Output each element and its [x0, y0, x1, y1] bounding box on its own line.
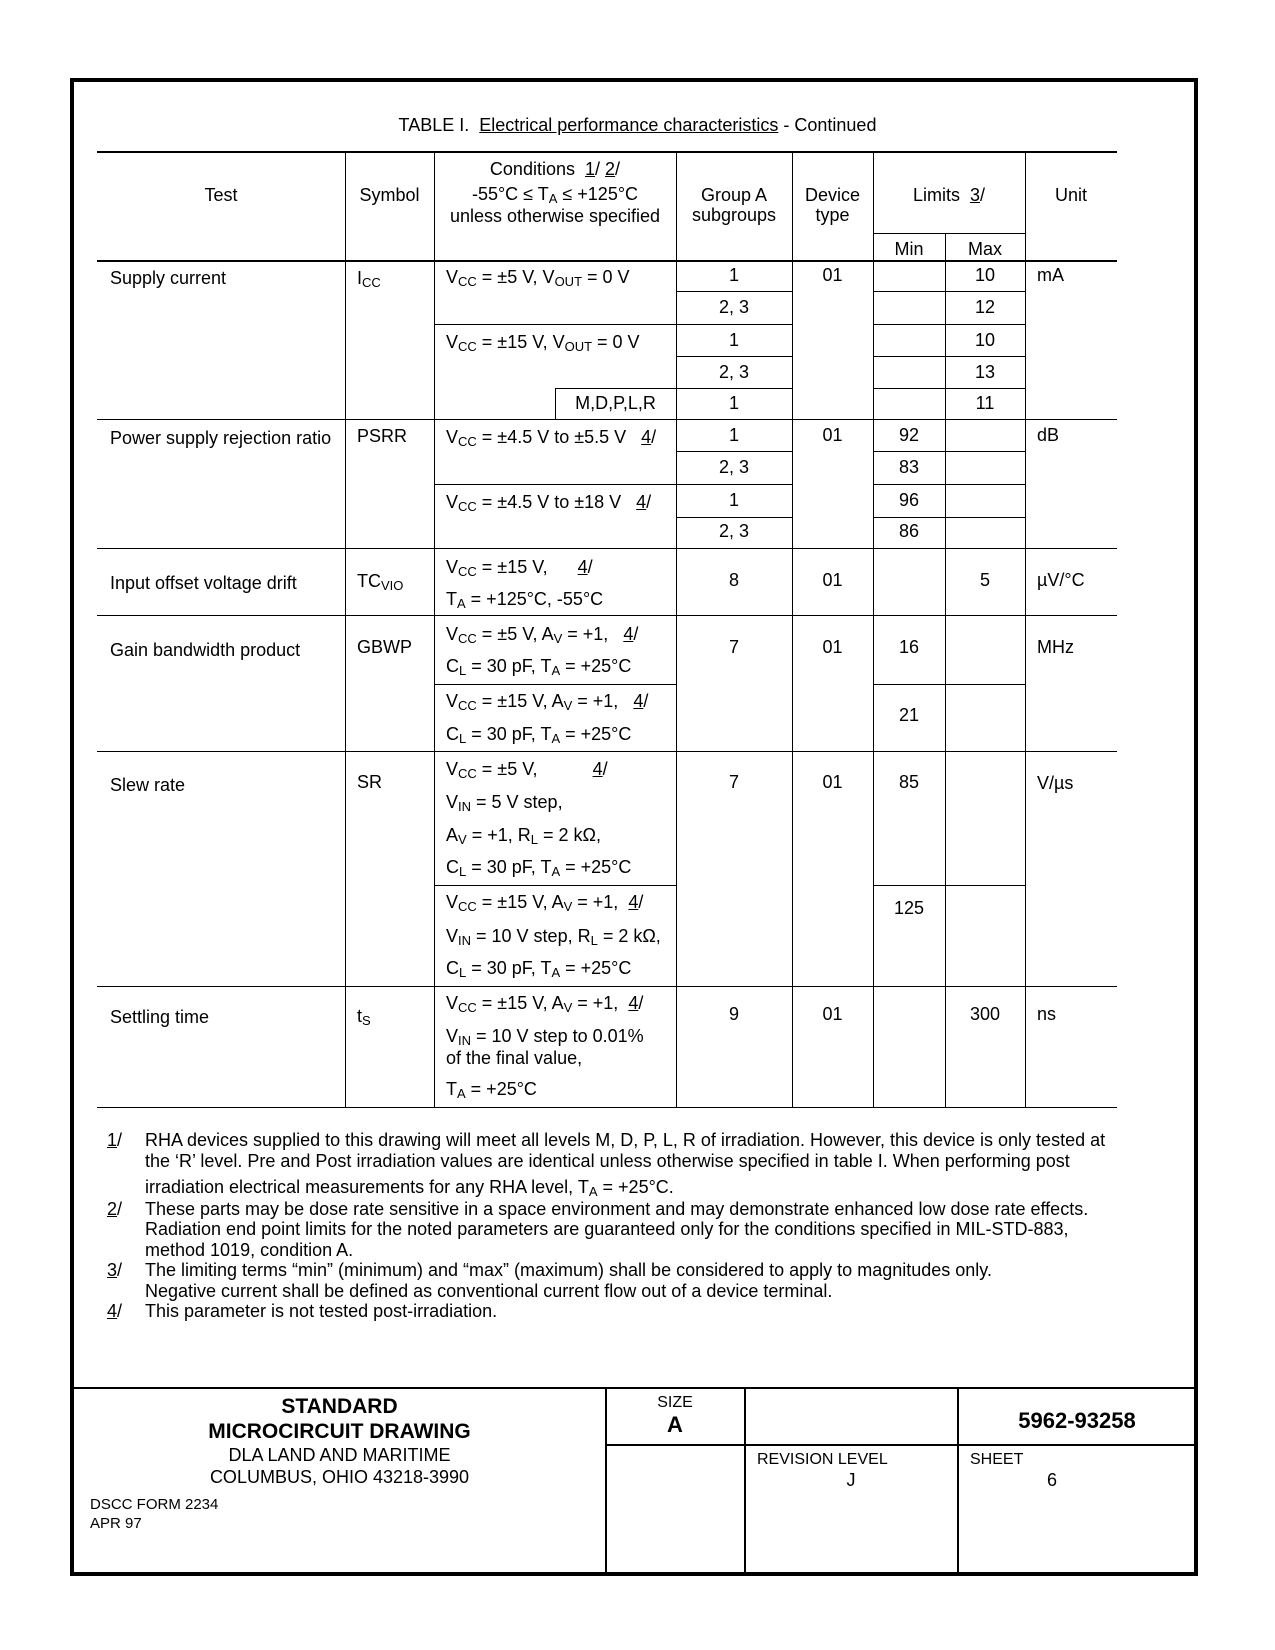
cell: 1 — [728, 330, 739, 350]
footer-date: APR 97 — [90, 1515, 142, 1532]
cond-gbwp-a1: $V_{CC} = \pm 5$ V, $A_V = +1$, 4/ — [446, 624, 639, 646]
footer-sheet-label: SHEET — [970, 1451, 1024, 1468]
test-gbwp: Gain bandwidth product — [110, 640, 301, 660]
header-limits: Limits 3/ — [912, 185, 986, 205]
cell: µV/°C — [1037, 570, 1085, 590]
cell: 01 — [822, 425, 843, 445]
cell: 9 — [728, 1004, 739, 1024]
cell: 83 — [898, 457, 920, 477]
cond-icc-2: $V_{CC} = \pm 15$ V, $V_{OUT} = 0$ V — [446, 332, 640, 354]
test-psrr: Power supply rejection ratio — [110, 428, 332, 448]
footer-rev-value: J — [846, 1470, 856, 1490]
cell: 2, 3 — [718, 297, 750, 317]
cell: 10 — [974, 265, 996, 285]
cell: 300 — [969, 1004, 1001, 1024]
footer-form: DSCC FORM 2234 — [90, 1496, 219, 1513]
cell: 125 — [893, 898, 925, 918]
cell: 1 — [728, 425, 739, 445]
cond-ts-a4: $T_A = +25^\circ C$ — [446, 1079, 537, 1101]
test-supply-current: Supply current — [110, 268, 227, 288]
cond-psrr-2: $V_{CC} = \pm 4.5$ V to ±18 V 4/ — [446, 492, 652, 514]
header-conditions: Conditions 1/ 2/ — [489, 159, 621, 179]
cell: ns — [1037, 1004, 1057, 1024]
footer-sheet-value: 6 — [1046, 1470, 1057, 1490]
header-group-a: Group A — [700, 185, 768, 205]
cond-sr-b1: $V_{CC} = \pm 15$ V, $A_V = +1$, 4/ — [446, 892, 644, 914]
cond-icc-1: $V_{CC} = \pm 5$ V, $V_{OUT} = 0$ V — [446, 267, 630, 289]
header-unit: Unit — [1054, 185, 1087, 205]
cell: 1 — [728, 393, 739, 413]
cell: 8 — [728, 570, 739, 590]
cell: 7 — [728, 772, 739, 792]
cond-ts-a1: $V_{CC} = \pm 15$ V, $A_V = +1$, 4/ — [446, 993, 644, 1015]
cell: 2, 3 — [718, 457, 750, 477]
cond-gbwp-b2: $C_L = 30$ pF, $T_A = +25^\circ C$ — [446, 724, 632, 746]
cond-sr-a3: $A_V = +1$, $R_L = 2$ kΩ, — [446, 825, 601, 847]
cell: 2, 3 — [718, 362, 750, 382]
header-cond-line3: unless otherwise specified — [449, 206, 661, 226]
header-symbol: Symbol — [359, 185, 420, 205]
footer-dla: DLA LAND AND MARITIME — [228, 1445, 451, 1465]
symbol-icc: $I_{CC}$ — [357, 268, 381, 290]
cell: mA — [1037, 265, 1064, 285]
cond-ts-a2: $V_{IN} = 10$ V step to 0.01% — [446, 1026, 644, 1048]
symbol-tcvio: $TC_{VIO}$ — [357, 571, 404, 593]
cond-sr-b2: $V_{IN} = 10$ V step, $R_L = 2$ kΩ, — [446, 926, 661, 948]
cond-sr-a4: $C_L = 30$ pF, $T_A = +25^\circ C$ — [446, 857, 632, 879]
cond-psrr-1: $V_{CC} = \pm 4.5$ V to ±5.5 V 4/ — [446, 427, 657, 449]
footer-size-label: SIZE — [657, 1394, 693, 1411]
cell: 01 — [822, 1004, 843, 1024]
cell: 7 — [728, 637, 739, 657]
cell: dB — [1037, 425, 1060, 445]
cell: 1 — [728, 265, 739, 285]
page-frame — [70, 78, 1198, 1576]
cell: 21 — [898, 705, 920, 725]
header-min: Min — [894, 239, 924, 259]
header-subgroups: subgroups — [691, 205, 777, 225]
cond-ts-a3: of the final value, — [446, 1048, 583, 1068]
footer-mcd: MICROCIRCUIT DRAWING — [208, 1420, 471, 1443]
footer-size-value: A — [667, 1412, 683, 1437]
cell: 13 — [974, 362, 996, 382]
cond-gbwp-b1: $V_{CC} = \pm 15$ V, $A_V = +1$, 4/ — [446, 691, 649, 713]
cell: 01 — [822, 637, 843, 657]
cell: 01 — [822, 265, 843, 285]
test-slew-rate: Slew rate — [110, 775, 186, 795]
cell: 1 — [728, 490, 739, 510]
cell: MHz — [1037, 637, 1074, 657]
cond-sr-a2: $V_{IN} = 5$ V step, — [446, 792, 563, 814]
cell: 92 — [898, 425, 920, 445]
cond-sr-b3: $C_L = 30$ pF, $T_A = +25^\circ C$ — [446, 958, 632, 980]
symbol-sr: SR — [357, 772, 383, 792]
test-tcvio: Input offset voltage drift — [110, 573, 297, 593]
footer-rev-label: REVISION LEVEL — [757, 1451, 888, 1468]
test-settling-time: Settling time — [110, 1007, 210, 1027]
cond-tcvio-2: $T_A = +125^\circ C$, -55°C — [446, 589, 604, 611]
cell: 96 — [898, 490, 920, 510]
cond-icc-rha: M,D,P,L,R — [575, 393, 656, 413]
cell: 5 — [979, 570, 990, 590]
cell: 2, 3 — [718, 521, 750, 541]
cell: V/µs — [1037, 773, 1074, 793]
header-type: type — [815, 205, 850, 225]
cell: 85 — [898, 772, 920, 792]
header-max: Max — [967, 239, 1002, 259]
header-cond-temp: $-55^\circ C \le T_A \le +125^\circ C$ — [471, 184, 639, 206]
header-device: Device — [804, 185, 861, 205]
symbol-gbwp: GBWP — [357, 637, 413, 657]
cell: 01 — [822, 772, 843, 792]
cond-tcvio-1: $V_{CC} = \pm 15$ V, 4/ — [446, 557, 593, 579]
symbol-psrr: PSRR — [357, 426, 408, 446]
cell: 86 — [898, 521, 920, 541]
footer-drawing-number: 5962-93258 — [1018, 1408, 1136, 1433]
cond-sr-a1: $V_{CC} = \pm 5$ V, 4/ — [446, 759, 608, 781]
cell: 12 — [974, 297, 996, 317]
cell: 01 — [822, 570, 843, 590]
footer-standard: STANDARD — [281, 1395, 398, 1418]
cell: 16 — [898, 637, 920, 657]
cell: 10 — [974, 330, 996, 350]
symbol-ts: $t_S$ — [357, 1006, 371, 1028]
note-1: 1/ RHA devices supplied to this drawing will meet all levels M, D, P, L, R of irradiation. However, this device is only tested at the ‘R’ level. Pre and Post irradiation values are identical unless otherwise specified in table I. When performing post irradiation electrical measurements for any RHA level, $T_A = +25^\circ C$. — [107, 1130, 1106, 1199]
cond-gbwp-a2: $C_L = 30$ pF, $T_A = +25^\circ C$ — [446, 656, 632, 678]
header-test: Test — [204, 185, 238, 205]
cell: 11 — [975, 393, 995, 413]
table-title: TABLE I. Electrical performance characteristics - Continued — [398, 115, 877, 135]
footer-city: COLUMBUS, OHIO 43218-3990 — [209, 1467, 470, 1487]
